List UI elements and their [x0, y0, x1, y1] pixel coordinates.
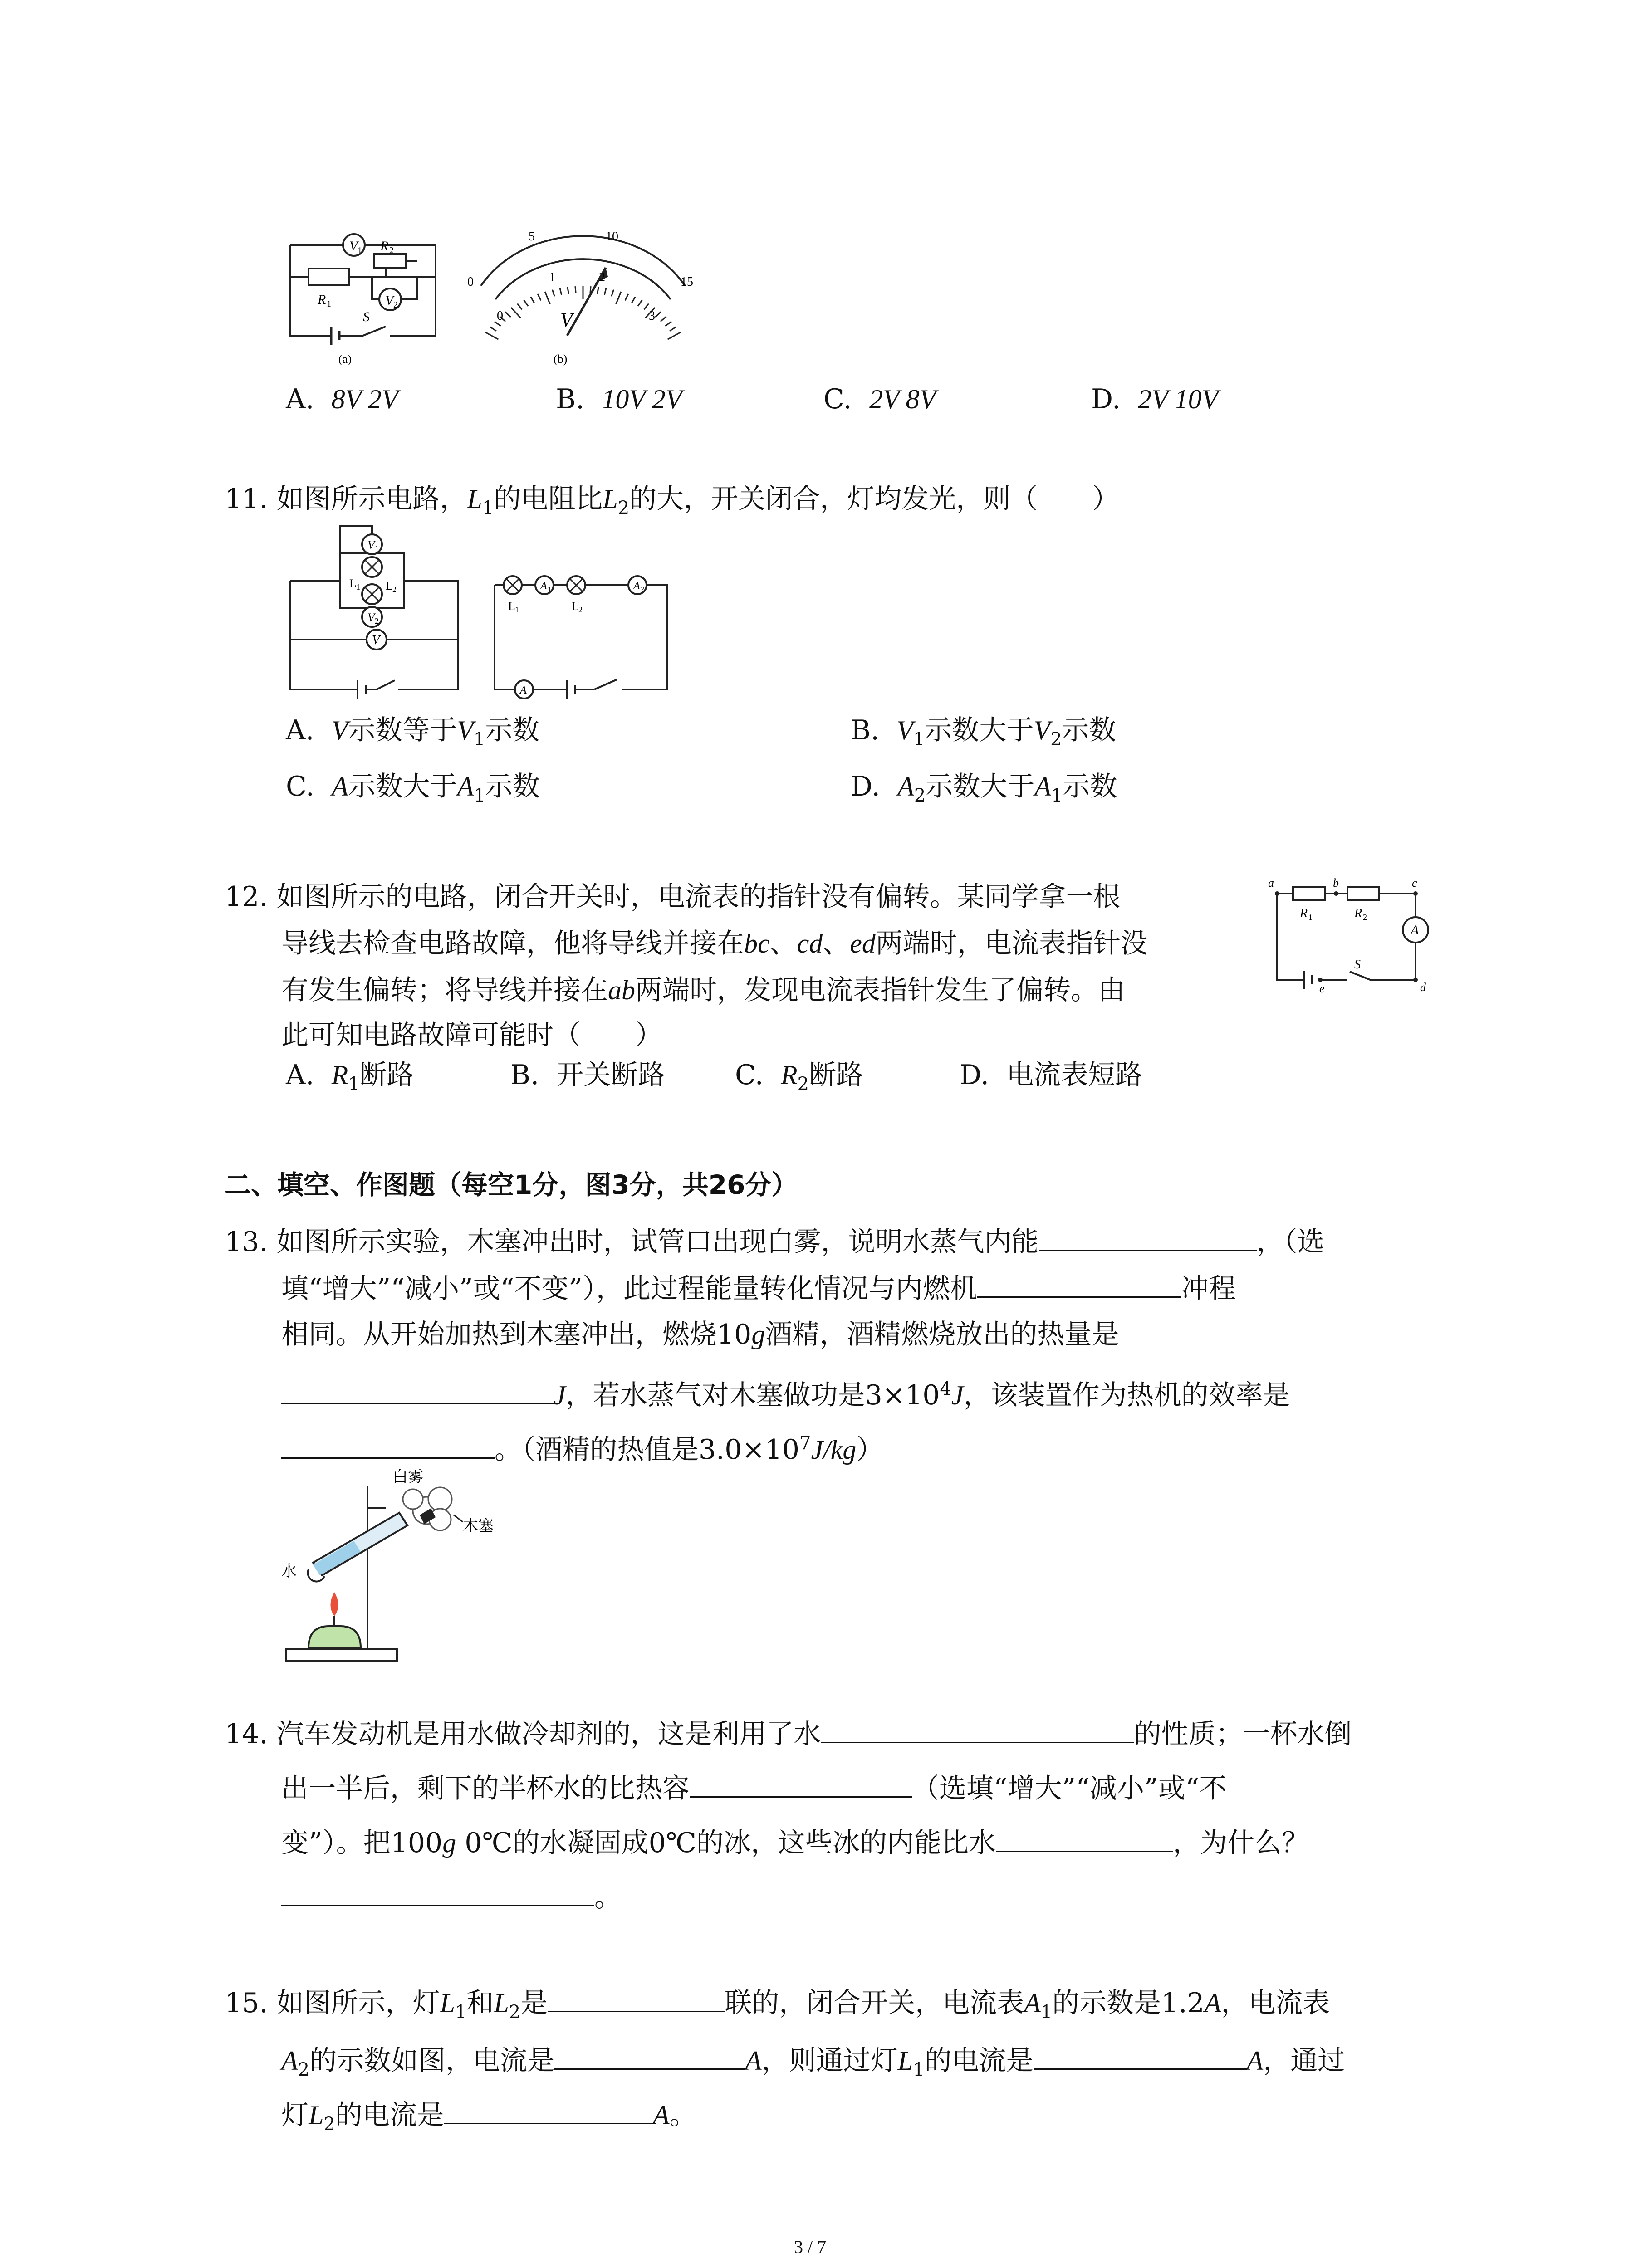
- q12-option-d: [960, 1056, 1142, 1094]
- q14-line-3: [281, 1823, 1309, 1862]
- q15-a1-sub: 1: [1040, 2002, 1053, 2023]
- q15-line-1: [225, 1984, 1330, 2031]
- q14-line3-c: g: [442, 1828, 456, 1858]
- voltmeter-tick: [638, 300, 642, 306]
- voltmeter-tick: [511, 308, 521, 318]
- voltmeter-tick: [531, 297, 534, 303]
- q15-line3-l2-sub: 2: [323, 2114, 335, 2135]
- q15-blank-l1-current[interactable]: [1034, 2041, 1247, 2070]
- q13-line5-b-sup: 7: [799, 1433, 811, 1454]
- q14-blank-reason[interactable]: [281, 1878, 594, 1906]
- q14-line-1: [225, 1715, 1352, 1753]
- q10-fig-b-caption: (b): [554, 352, 568, 366]
- q12-fig-r1: R: [1300, 906, 1308, 920]
- q15-blank-l2-current[interactable]: [444, 2096, 653, 2124]
- q15-a2-sub: 2: [298, 2059, 310, 2080]
- q13-blank-internal-energy[interactable]: [1039, 1222, 1257, 1251]
- q10-fig-a-r1: R: [318, 292, 326, 307]
- q12-option-a-var-sub: 1: [348, 1074, 360, 1095]
- q14-line1-b: 的性质；一杯水倒: [1134, 1718, 1352, 1750]
- q13-blank-efficiency[interactable]: [281, 1430, 495, 1459]
- q12-line4-text: 此可知电路故障可能时（ ）: [281, 1019, 662, 1051]
- voltmeter-tick: [644, 303, 648, 309]
- q11-option-b-tail: 示数: [1062, 714, 1117, 746]
- q15-blank-a2-current[interactable]: [554, 2041, 745, 2070]
- q11-option-b-letter: B.: [851, 714, 880, 746]
- q15-line2-c: ，则通过灯: [761, 2045, 898, 2077]
- q15-line2-d: 的电流是: [924, 2045, 1034, 2077]
- q12-option-b-text: 开关断路: [556, 1059, 666, 1091]
- q11-option-a-text: 示数等于: [348, 714, 457, 746]
- q11-option-d: [851, 767, 1117, 815]
- q15-line2-b: A: [745, 2046, 762, 2076]
- q15-line1-d: 联的，闭合开关，电流表: [725, 1987, 1024, 2019]
- q12-number: 12.: [225, 881, 268, 913]
- q12-fig-r1-sub: 1: [1308, 913, 1313, 922]
- q11-left-v: V: [372, 633, 380, 647]
- q13-line4-d: J: [951, 1380, 964, 1410]
- q11-number: 11.: [225, 483, 268, 515]
- q14-line3-d: 0℃的水凝固成0℃的冰，这些冰的内能比水: [456, 1827, 996, 1859]
- q10-fig-b-top-tick-0: 0: [467, 275, 474, 289]
- q12-line3-b: 两端时，发现电流表指针发生了偏转。由: [635, 974, 1125, 1006]
- q11-option-c-var: A: [332, 772, 348, 802]
- q14-blank-property[interactable]: [821, 1715, 1134, 1743]
- q14-blank-internal-energy[interactable]: [996, 1823, 1173, 1852]
- q15-line3-b: 的电流是: [335, 2099, 444, 2131]
- q11-option-b: [851, 711, 1117, 758]
- q10-option-c: [823, 380, 936, 418]
- q13-line4-e: ，该装置作为热机的效率是: [963, 1379, 1290, 1411]
- q11-option-c-tail: 示数: [485, 771, 540, 802]
- q11-option-a-tail: 示数: [485, 714, 540, 746]
- q11-left-l1-sub: 1: [356, 582, 360, 591]
- q15-line2-f: ，通过: [1263, 2045, 1345, 2077]
- q15-line1-a: 如图所示，灯: [276, 1987, 440, 2019]
- q12-seg-cd: cd: [797, 929, 823, 958]
- voltmeter-tick: [552, 290, 554, 297]
- q11-left-v1-sub: 1: [375, 544, 379, 553]
- q15-line3-a: 灯: [281, 2099, 309, 2131]
- q11-option-c-text: 示数大于: [348, 771, 457, 802]
- q11-option-d-tail: 示数: [1063, 771, 1117, 802]
- q12-seg-ed: ed: [850, 929, 876, 958]
- q13-line3-c: g: [751, 1320, 765, 1349]
- q11-figure-left: [281, 531, 481, 703]
- q11-right-l2: L: [572, 600, 579, 613]
- q11-stem-part3: 的大，开关闭合，灯均发光，则（ ）: [629, 483, 1120, 515]
- q11-option-a-var: V: [331, 715, 348, 745]
- q10-option-b: [556, 380, 682, 418]
- voltmeter-tick: [485, 332, 499, 339]
- q12-fig-ammeter: A: [1411, 923, 1419, 938]
- q15-line3-l2: L: [309, 2100, 324, 2130]
- q12-fig-e: e: [1319, 982, 1325, 995]
- q10-fig-b-bottom-tick-2: 2: [599, 270, 605, 284]
- q11-option-b-text: 示数大于: [925, 714, 1034, 746]
- q12-line-1: [225, 878, 1121, 916]
- q10-fig-a-r2: R: [380, 239, 389, 254]
- voltmeter-tick: [490, 327, 496, 331]
- q12-option-c-var: R: [781, 1060, 798, 1090]
- q13-line2-a: 填“增大”“减小”或“不变”），此过程能量转化情况与内燃机: [281, 1273, 978, 1305]
- q10-fig-b-top-tick-10: 10: [606, 230, 618, 244]
- q15-line3-c: A: [652, 2100, 670, 2130]
- q10-fig-a-v2: V: [385, 293, 394, 308]
- q13-line3-d: 酒精，酒精燃烧放出的热量是: [765, 1319, 1119, 1350]
- q10-fig-a-r2-sub: 2: [389, 245, 394, 255]
- voltmeter-tick: [655, 312, 661, 317]
- q13-line2-b: 冲程: [1181, 1273, 1236, 1305]
- q10-fig-b-bottom-tick-3: 3: [649, 309, 655, 323]
- q13-line4-c: 3×10: [865, 1379, 940, 1411]
- q12-option-a-text: 断路: [359, 1059, 414, 1091]
- q14-line2-b: （选填“增大”“减小”或“不: [912, 1773, 1227, 1804]
- q11-option-b-var: V: [896, 715, 913, 745]
- q14-number: 14.: [225, 1718, 268, 1750]
- q11-stem: [225, 480, 1119, 527]
- q14-line3-b: 100: [390, 1827, 443, 1859]
- q15-line2-a: 的示数如图，电流是: [309, 2045, 555, 2077]
- q10-fig-b-top-tick-15: 15: [681, 275, 693, 289]
- q15-line1-f: 1.2: [1161, 1987, 1205, 2019]
- q11-stem-part2: 的电阻比: [494, 483, 603, 515]
- q12-option-c-var-sub: 2: [797, 1074, 809, 1095]
- q11-option-d-var2-sub: 1: [1051, 785, 1063, 806]
- q11-right-a2-sub: 2: [641, 586, 644, 593]
- q10-option-a-value: 8V 2V: [331, 384, 398, 414]
- voltmeter-tick: [604, 288, 606, 295]
- q13-blank-heat[interactable]: [281, 1376, 554, 1404]
- q11-right-a1: A: [540, 580, 547, 592]
- q10-fig-a-r1-sub: 1: [327, 299, 331, 309]
- q12-fig-switch: S: [1354, 958, 1361, 972]
- q12-option-b: [510, 1056, 665, 1094]
- q13-line4-a: J: [554, 1380, 566, 1410]
- q11-option-a: [286, 711, 539, 758]
- q15-blank-connection[interactable]: [548, 1984, 725, 2012]
- q13-line3-b: 10: [717, 1319, 752, 1350]
- q12-option-a-var: R: [331, 1060, 348, 1090]
- q11-option-a-var2-sub: 1: [473, 729, 485, 750]
- q11-option-b-var-sub: 1: [913, 729, 925, 750]
- q12-line-2: [281, 924, 1148, 963]
- q11-left-l2: L: [386, 579, 393, 592]
- q10-option-d: [1091, 380, 1218, 418]
- q14-line3-e: ，为什么？: [1172, 1827, 1309, 1859]
- voltmeter-tick: [575, 286, 576, 293]
- q11-option-d-var-sub: 2: [914, 785, 926, 806]
- q10-option-b-value: 10V 2V: [602, 384, 682, 414]
- voltmeter-tick: [616, 292, 621, 304]
- q13-figure-test-tube: [281, 1469, 517, 1672]
- q11-option-d-letter: D.: [851, 771, 881, 802]
- q10-option-a-letter: A.: [286, 383, 314, 415]
- q12-option-c: [735, 1056, 863, 1103]
- voltmeter-tick: [538, 294, 541, 300]
- q12-line3-a: 有发生偏转；将导线并接在: [281, 974, 608, 1006]
- q15-line-2: [281, 2041, 1345, 2089]
- q10-option-c-value: 2V 8V: [869, 384, 936, 414]
- q13-line-2: [281, 1269, 1236, 1308]
- q13-line-4: [281, 1370, 1290, 1414]
- q13-line1-a: 如图所示实验，木塞冲出时，试管口出现白雾，说明水蒸气内能: [276, 1226, 1039, 1258]
- q11-option-a-var2: V: [457, 715, 474, 745]
- q13-line4-b: ，若水蒸气对木塞做功是: [565, 1379, 865, 1411]
- q10-option-a: [286, 380, 398, 418]
- q10-option-c-letter: C.: [823, 383, 852, 415]
- q10-figure-b-voltmeter: [454, 218, 708, 381]
- q12-figure: [1266, 875, 1447, 993]
- voltmeter-tick: [670, 327, 676, 331]
- q12-option-a-letter: A.: [286, 1059, 314, 1091]
- voltmeter-tick: [560, 288, 562, 295]
- voltmeter-tick: [661, 317, 666, 322]
- q15-line2-e: A: [1246, 2046, 1264, 2076]
- q13-line5-c: J/kg: [811, 1435, 857, 1465]
- q12-line1-text: 如图所示的电路，闭合开关时，电流表的指针没有偏转。某同学拿一根: [276, 881, 1121, 913]
- q12-fig-b: b: [1333, 876, 1339, 890]
- q13-number: 13.: [225, 1226, 268, 1258]
- q12-line2-b: 、: [769, 928, 797, 959]
- q15-line1-g: A: [1204, 1988, 1221, 2018]
- q10-fig-b-bottom-tick-0: 0: [497, 309, 503, 323]
- q13-line-3: [281, 1315, 1119, 1354]
- q13-line3-a: 相同。从开始加热到木塞冲出，燃烧: [281, 1319, 717, 1350]
- q15-l1-sub: 1: [455, 2002, 467, 2023]
- q11-option-d-var2: A: [1034, 772, 1051, 802]
- q13-line-5: [281, 1424, 883, 1469]
- q14-line3-a: 变”）。把: [281, 1827, 391, 1859]
- q12-option-b-letter: B.: [510, 1059, 539, 1091]
- q12-seg-bc: bc: [744, 929, 770, 958]
- q13-line5-b: 3.0×10: [699, 1434, 800, 1466]
- section-2-title: 二、填空、作图题（每空1分，图3分，共26分）: [225, 1169, 798, 1200]
- q10-fig-a-v2-sub: 2: [393, 300, 398, 310]
- q11-l1-sub: 1: [482, 498, 494, 518]
- q15-line1-e: 的示数是: [1052, 1987, 1161, 2019]
- voltmeter-tick: [612, 290, 614, 297]
- q10-fig-a-switch-label: S: [363, 309, 370, 324]
- q12-fig-d: d: [1420, 981, 1426, 994]
- voltmeter-tick: [524, 300, 528, 306]
- q15-a2: A: [281, 2046, 298, 2076]
- voltmeter-tick: [517, 303, 522, 309]
- q15-number: 15.: [225, 1987, 268, 2019]
- q13-fig-fog-label: 白雾: [392, 1469, 423, 1486]
- q11-option-c-var2: A: [457, 772, 474, 802]
- q11-right-l1: L: [508, 600, 515, 613]
- q15-l1: L: [440, 1988, 455, 2018]
- q11-right-l1-sub: 1: [515, 605, 519, 614]
- q12-line-3: [281, 971, 1125, 1009]
- q12-seg-ab: ab: [608, 975, 635, 1005]
- voltmeter-tick: [505, 312, 511, 317]
- q11-option-b-var2: V: [1034, 715, 1051, 745]
- voltmeter-tick: [668, 332, 681, 339]
- q15-l2: L: [494, 1988, 509, 2018]
- q10-fig-b-unit: V: [560, 309, 573, 331]
- q11-left-v1: V: [367, 538, 375, 552]
- q12-option-c-text: 断路: [809, 1059, 864, 1091]
- q13-line1-b: ，（选: [1256, 1226, 1325, 1258]
- q11-option-a-letter: A.: [286, 714, 314, 746]
- q13-line-1: [225, 1222, 1325, 1261]
- q11-option-b-var2-sub: 2: [1050, 729, 1062, 750]
- q14-line1-a: 汽车发动机是用水做冷却剂的，这是利用了水: [276, 1718, 821, 1750]
- q14-line2-a: 出一半后，剩下的半杯水的比热容: [281, 1773, 690, 1804]
- q10-option-b-letter: B.: [556, 383, 585, 415]
- q11-right-a: A: [520, 684, 527, 696]
- q13-line5-a: 。（酒精的热值是: [495, 1434, 699, 1466]
- q12-option-d-text: 电流表短路: [1006, 1059, 1143, 1091]
- q14-line4: 。: [594, 1882, 622, 1913]
- q12-line2-c: 、: [823, 928, 850, 959]
- q15-line3-d: 。: [669, 2099, 697, 2131]
- voltmeter-tick: [545, 292, 550, 304]
- voltmeter-tick: [625, 294, 628, 300]
- q13-fig-cork-label: 木塞: [463, 1518, 494, 1535]
- q12-option-d-letter: D.: [960, 1059, 989, 1091]
- q11-right-l2-sub: 2: [578, 605, 583, 614]
- page-number: 3 / 7: [794, 2237, 827, 2257]
- q15-line-3: [281, 2096, 696, 2143]
- q15-line2-l1-sub: 1: [913, 2059, 925, 2080]
- q15-line1-h: ，电流表: [1221, 1987, 1330, 2019]
- q10-fig-b-bottom-tick-1: 1: [549, 270, 555, 284]
- q12-line2-d: 两端时，电流表指针没: [875, 928, 1148, 959]
- q11-right-a1-sub: 1: [548, 586, 551, 593]
- q12-fig-c: c: [1412, 876, 1417, 890]
- q11-option-d-text: 示数大于: [926, 771, 1035, 802]
- q11-left-l1: L: [349, 577, 357, 590]
- q11-l1: L: [467, 484, 482, 514]
- q11-stem-part1: 如图所示电路，: [276, 483, 467, 515]
- q10-fig-a-v1: V: [349, 239, 358, 254]
- q11-left-v2-sub: 2: [375, 616, 379, 626]
- q10-fig-a-caption: (a): [338, 352, 352, 366]
- voltmeter-tick: [665, 322, 671, 326]
- q13-fig-water-label: 水: [281, 1563, 297, 1580]
- q11-l2-sub: 2: [617, 498, 630, 518]
- q15-line1-c: 是: [520, 1987, 548, 2019]
- q10-option-d-value: 2V 10V: [1138, 384, 1219, 414]
- q12-fig-r2: R: [1354, 906, 1362, 920]
- q13-blank-stroke[interactable]: [977, 1269, 1181, 1298]
- q10-figure-a: [281, 218, 445, 381]
- q11-l2: L: [603, 484, 618, 514]
- q12-line2-a: 导线去检查电路故障，他将导线并接在: [281, 928, 744, 959]
- q14-blank-specific-heat[interactable]: [690, 1769, 912, 1798]
- q11-right-a2: A: [633, 580, 640, 592]
- q15-line1-b: 和: [466, 1987, 494, 2019]
- q11-option-c: [286, 767, 540, 815]
- q11-option-d-var: A: [897, 772, 914, 802]
- q12-option-a: [286, 1056, 414, 1103]
- q13-line5-d: ）: [856, 1434, 884, 1466]
- q12-option-c-letter: C.: [735, 1059, 764, 1091]
- q12-fig-a: a: [1268, 876, 1274, 890]
- voltmeter-tick: [632, 297, 635, 303]
- q11-option-c-letter: C.: [286, 771, 314, 802]
- q15-line2-l1: L: [897, 2046, 913, 2076]
- q15-a1: A: [1024, 1988, 1041, 2018]
- q10-fig-b-top-tick-5: 5: [529, 230, 535, 244]
- q11-left-l2-sub: 2: [392, 585, 397, 594]
- q10-option-d-letter: D.: [1091, 383, 1121, 415]
- q14-line-4: [281, 1878, 622, 1916]
- q15-l2-sub: 2: [509, 2002, 521, 2023]
- q10-fig-a-v1-sub: 1: [358, 245, 362, 255]
- q12-line-4: [281, 1016, 662, 1054]
- q12-fig-r2-sub: 2: [1363, 913, 1367, 922]
- q14-line-2: [281, 1769, 1226, 1808]
- q13-line4-c-sup: 4: [940, 1378, 951, 1399]
- q11-figure-right: [490, 576, 681, 703]
- q11-left-v2: V: [367, 611, 375, 624]
- q11-option-c-var2-sub: 1: [474, 785, 485, 806]
